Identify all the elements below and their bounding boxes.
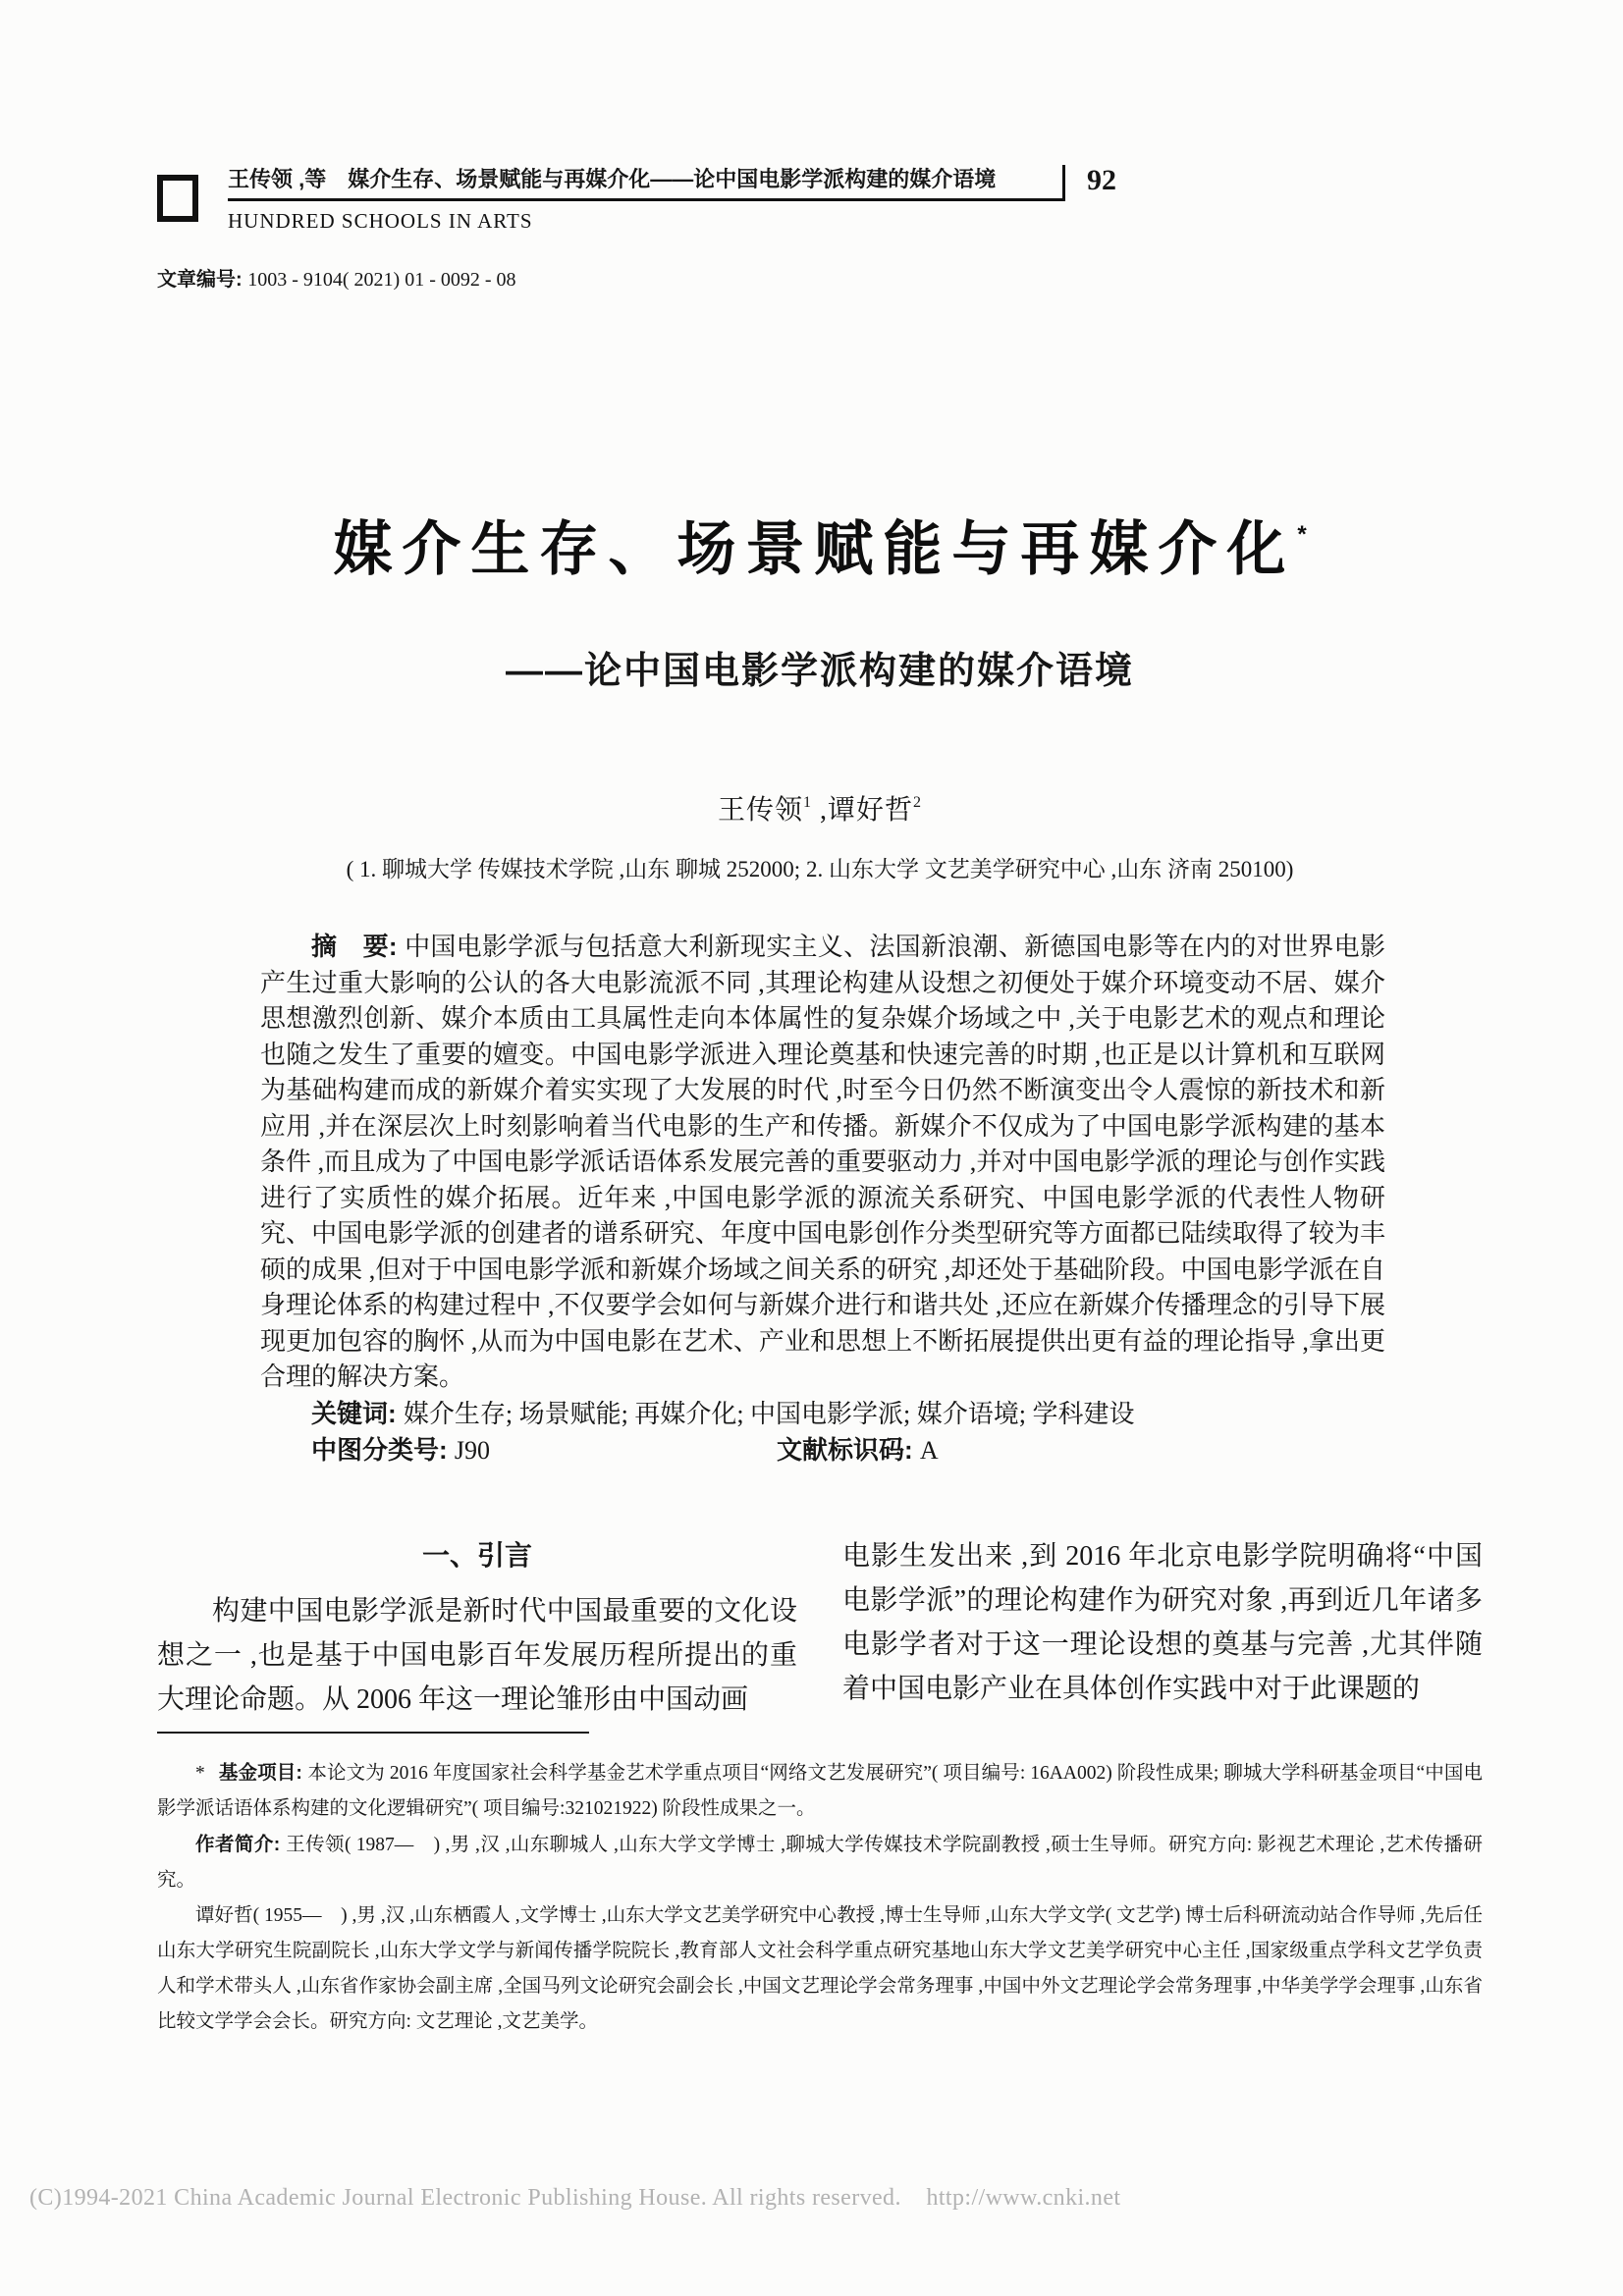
abstract-paragraph — [260, 929, 1385, 1396]
left-column — [157, 1534, 797, 1722]
journal-name-en: HUNDRED SCHOOLS IN ARTS — [228, 209, 533, 233]
bio-label: 作者简介: — [195, 1833, 287, 1855]
copyright-line: (C)1994-2021 China Academic Journal Electronic Publishing House. All rights reserved. http://www.cnki.net — [29, 2185, 1121, 2211]
section-heading: 一、引言 — [421, 1539, 532, 1571]
keywords-label: 关键词: — [311, 1398, 404, 1428]
article-title-text: 媒介生存、场景赋能与再媒介化 — [333, 516, 1296, 582]
authors-line — [157, 788, 1483, 828]
right-column — [842, 1534, 1483, 1722]
bio-1-text: 王传领( 1987— ) ,男 ,汉 ,山东聊城人 ,山东大学文学博士 ,聊城大学传媒技术学院副教授 ,硕士生导师。研究方向: 影视艺术理论 ,艺术传播研究。 — [157, 1834, 1483, 1891]
classification-line — [260, 1432, 1385, 1469]
clc-label: 中图分类号: — [311, 1435, 455, 1465]
header-title-row — [228, 165, 1483, 201]
author-1-affil-sup: 1 — [803, 794, 812, 811]
article-id-label: 文章编号: — [157, 269, 248, 291]
running-title: 王传领 ,等 媒介生存、场景赋能与再媒介化——论中国电影学派构建的媒介语境 — [228, 165, 1062, 201]
article-title — [157, 500, 1483, 585]
authors-separator: , — [812, 795, 828, 826]
doc-code-value: A — [919, 1436, 939, 1465]
keywords-line — [260, 1396, 1385, 1433]
doc-code-label: 文献标识码: — [777, 1435, 920, 1465]
article-id-value: 1003 - 9104( 2021) 01 - 0092 - 08 — [247, 269, 516, 291]
clc-value: J90 — [454, 1436, 491, 1465]
body-columns — [157, 1534, 1483, 1722]
footnote-bio-1 — [157, 1827, 1483, 1898]
title-footnote-marker-icon: * — [1297, 521, 1307, 548]
author-2-affil-sup: 2 — [913, 794, 923, 811]
footnote-marker-icon: * — [195, 1762, 205, 1784]
hollow-square-icon — [157, 175, 198, 222]
article-subtitle: ——论中国电影学派构建的媒介语境 — [505, 651, 1134, 692]
footnotes-block — [157, 1755, 1483, 2040]
footnote-fund — [157, 1755, 1483, 1827]
clc-pair — [311, 1436, 490, 1465]
body-paragraph-left: 构建中国电影学派是新时代中国最重要的文化设想之一 ,也是基于中国电影百年发展历程所提出的重大理论命题。从 2006 年这一理论雏形由中国动画 — [157, 1595, 797, 1715]
affiliation-line: ( 1. 聊城大学 传媒技术学院 ,山东 聊城 252000; 2. 山东大学 文艺美学研究中心 ,山东 济南 250100) — [346, 857, 1294, 881]
author-name-1: 王传领 — [717, 795, 803, 826]
abstract-block — [260, 929, 1385, 1469]
keywords-text: 媒介生存; 场景赋能; 再媒介化; 中国电影学派; 媒介语境; 学科建设 — [403, 1399, 1135, 1428]
footnote-divider — [157, 1732, 589, 1734]
abstract-text: 中国电影学派与包括意大利新现实主义、法国新浪潮、新德国电影等在内的对世界电影产生过重大影响的公认的各大电影流派不同 ,其理论构建从设想之初便处于媒介环境变动不居、媒介思想激烈创新、媒介本质由工具属性走向本体属性的复杂媒介场域之中 ,关于电影艺术的观点和理论也随之发生了重要的嬗变。中国电影学派进入理论奠基和快速完善的时期 ,也正是以计算机和互联网为基础构建而成的新媒介着实实现了大发展的时代 ,时至今日仍然不断演变出令人震惊的新技术和新应用 ,并在深层次上时刻影响着当代电影的生产和传播。新媒介不仅成为了中国电影学派构建的基本条件 ,而且成为了中国电影学派话语体系发展完善的重要驱动力 ,并对中国电影学派的理论与创作实践进行了实质性的媒介拓展。近年来 ,中国电影学派的源流关系研究、中国电影学派的代表性人物研究、中国电影学派的创建者的谱系研究、年度中国电影创作分类型研究等方面都已陆续取得了较为丰硕的成果 ,但对于中国电影学派和新媒介场域之间关系的研究 ,却还处于基础阶段。中国电影学派在自身理论体系的构建过程中 ,不仅要学会如何与新媒介进行和谐共处 ,还应在新媒介传播理念的引导下展现更加包容的胸怀 ,从而为中国电影在艺术、产业和思想上不断拓展提供出更有益的理论指导 ,拿出更合理的解决方案。 — [260, 933, 1385, 1391]
fund-text: 本论文为 2016 年度国家社会科学基金艺术学重点项目“网络文艺发展研究”( 项目编号: 16AA002) 阶段性成果; 聊城大学科研基金项目“中国电影学派话语体系构建的文化逻辑研究”( 项目编号:321021922) 阶段性成果之一。 — [157, 1762, 1483, 1819]
abstract-label: 摘 要: — [311, 932, 406, 961]
body-paragraph-right: 电影生发出来 ,到 2016 年北京电影学院明确将“中国电影学派”的理论构建作为研究对象 ,再到近几年诸多电影学者对于这一理论设想的奠基与完善 ,尤其伴随着中国电影产业在具体创作实践中对于此课题的 — [842, 1540, 1483, 1704]
page-number: 92 — [1062, 165, 1116, 201]
footnote-bio-2: 谭好哲( 1955— ) ,男 ,汉 ,山东栖霞人 ,文学博士 ,山东大学文艺美学研究中心教授 ,博士生导师 ,山东大学文学( 文艺学) 博士后科研流动站合作导师 ,先后任山东大学研究生院副院长 ,山东大学文学与新闻传播学院院长 ,教育部人文社会科学重点研究基地山东大学文艺美学研究中心主任 ,国家级重点学科文艺学负责人和学术带头人 ,山东省作家协会副主席 ,全国马列文论研究会副会长 ,中国文艺理论学会常务理事 ,中国中外文艺理论学会常务理事 ,中华美学学会理事 ,山东省比较文学学会会长。研究方向: 文艺理论 ,文艺美学。 — [157, 1904, 1483, 2032]
doc-code-pair — [777, 1436, 939, 1465]
article-id-line — [157, 263, 1483, 292]
page-header — [157, 165, 1483, 234]
fund-label: 基金项目: — [218, 1761, 308, 1784]
author-name-2: 谭好哲 — [828, 795, 914, 826]
header-main — [228, 165, 1483, 234]
